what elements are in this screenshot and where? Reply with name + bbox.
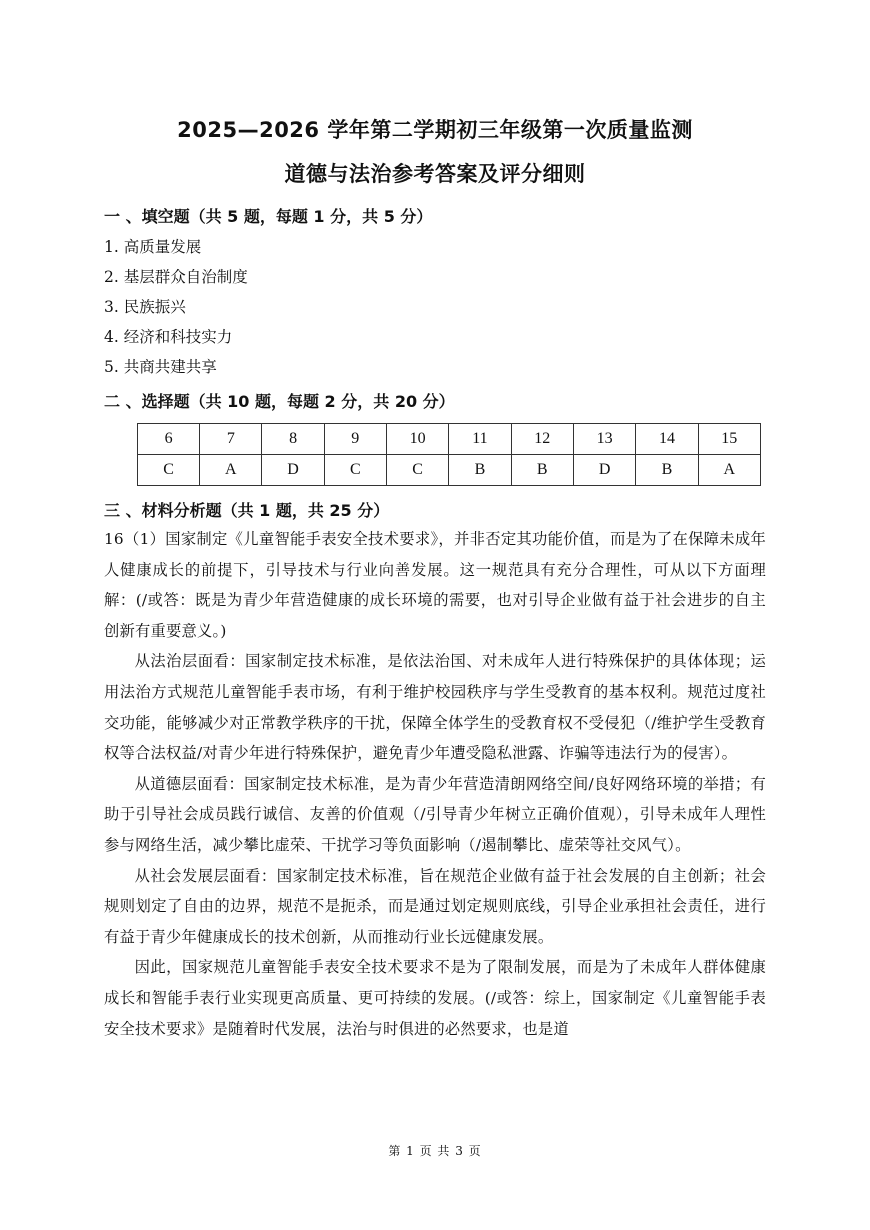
material-analysis-answer (104, 524, 766, 1044)
table-cell: B (511, 455, 573, 486)
fill-in-answer-list (104, 236, 248, 386)
list-item: 1. 高质量发展 (104, 238, 202, 256)
section-heading-choice: 二 、选择题（共 10 题，每题 2 分，共 20 分） (104, 392, 455, 411)
document-subtitle: 道德与法治参考答案及评分细则 (284, 162, 586, 186)
table-row-answers (138, 455, 761, 486)
table-cell: B (636, 455, 698, 486)
section-heading-fill-in: 一 、填空题（共 5 题，每题 1 分，共 5 分） (104, 207, 433, 226)
document-title: 2025—2026 学年第二学期初三年级第一次质量监测 (177, 118, 693, 142)
list-item: 5. 共商共建共享 (104, 358, 217, 376)
list-item: 2. 基层群众自治制度 (104, 268, 248, 286)
answer-paragraph: 从道德层面看：国家制定技术标准，是为青少年营造清朗网络空间/良好网络环境的举措；有助于引导社会成员践行诚信、友善的价值观（/引导青少年树立正确价值观），引导未成年人理性参与网络生活，减少攀比虚荣、干扰学习等负面影响（/遏制攀比、虚荣等社交风气）。 (104, 774, 766, 854)
section-heading-material-analysis: 三 、材料分析题（共 1 题，共 25 分） (104, 501, 390, 520)
table-cell: D (573, 455, 635, 486)
answer-paragraph: 从社会发展层面看：国家制定技术标准，旨在规范企业做有益于社会发展的自主创新；社会规则划定了自由的边界，规范不是扼杀，而是通过划定规则底线，引导企业承担社会责任，进行有益于青少年健康成长的技术创新，从而推动行业长远健康发展。 (104, 866, 766, 946)
table-cell: 11 (449, 424, 511, 455)
table-cell: C (324, 455, 386, 486)
table-row-question-numbers (138, 424, 761, 455)
table-cell: D (262, 455, 324, 486)
table-cell: A (200, 455, 262, 486)
table-cell: A (698, 455, 760, 486)
table-cell: 13 (573, 424, 635, 455)
table-cell: 8 (262, 424, 324, 455)
list-item: 3. 民族振兴 (104, 298, 186, 316)
table-cell: C (386, 455, 448, 486)
table-cell: 10 (386, 424, 448, 455)
table-cell: 7 (200, 424, 262, 455)
table-cell: 6 (138, 424, 200, 455)
list-item: 4. 经济和科技实力 (104, 328, 233, 346)
table-cell: C (138, 455, 200, 486)
page-number: 第 1 页 共 3 页 (388, 1144, 482, 1158)
table-cell: 12 (511, 424, 573, 455)
answer-paragraph: 因此，国家规范儿童智能手表安全技术要求不是为了限制发展，而是为了未成年人群体健康成长和智能手表行业实现更高质量、更可持续的发展。(/或答：综上，国家制定《儿童智能手表安全技术要求》是随着时代发展，法治与时俱进的必然要求，也是道 (104, 958, 766, 1038)
answer-paragraph: 从法治层面看：国家制定技术标准，是依法治国、对未成年人进行特殊保护的具体体现；运用法治方式规范儿童智能手表市场，有利于维护校园秩序与学生受教育的基本权利。规范过度社交功能，能够减少对正常教学秩序的干扰，保障全体学生的受教育权不受侵犯（/维护学生受教育权等合法权益/对青少年进行特殊保护，避免青少年遭受隐私泄露、诈骗等违法行为的侵害）。 (104, 652, 766, 763)
table-cell: 9 (324, 424, 386, 455)
answer-paragraph: 16（1）国家制定《儿童智能手表安全技术要求》，并非否定其功能价值，而是为了在保障未成年人健康成长的前提下，引导技术与行业向善发展。这一规范具有充分合理性，可从以下方面理解：(/或答：既是为青少年营造健康的成长环境的需要，也对引导企业做有益于社会进步的自主创新有重要意义。) (104, 530, 766, 640)
table-cell: 15 (698, 424, 760, 455)
table-cell: 14 (636, 424, 698, 455)
choice-answer-table (137, 423, 761, 486)
table-cell: B (449, 455, 511, 486)
